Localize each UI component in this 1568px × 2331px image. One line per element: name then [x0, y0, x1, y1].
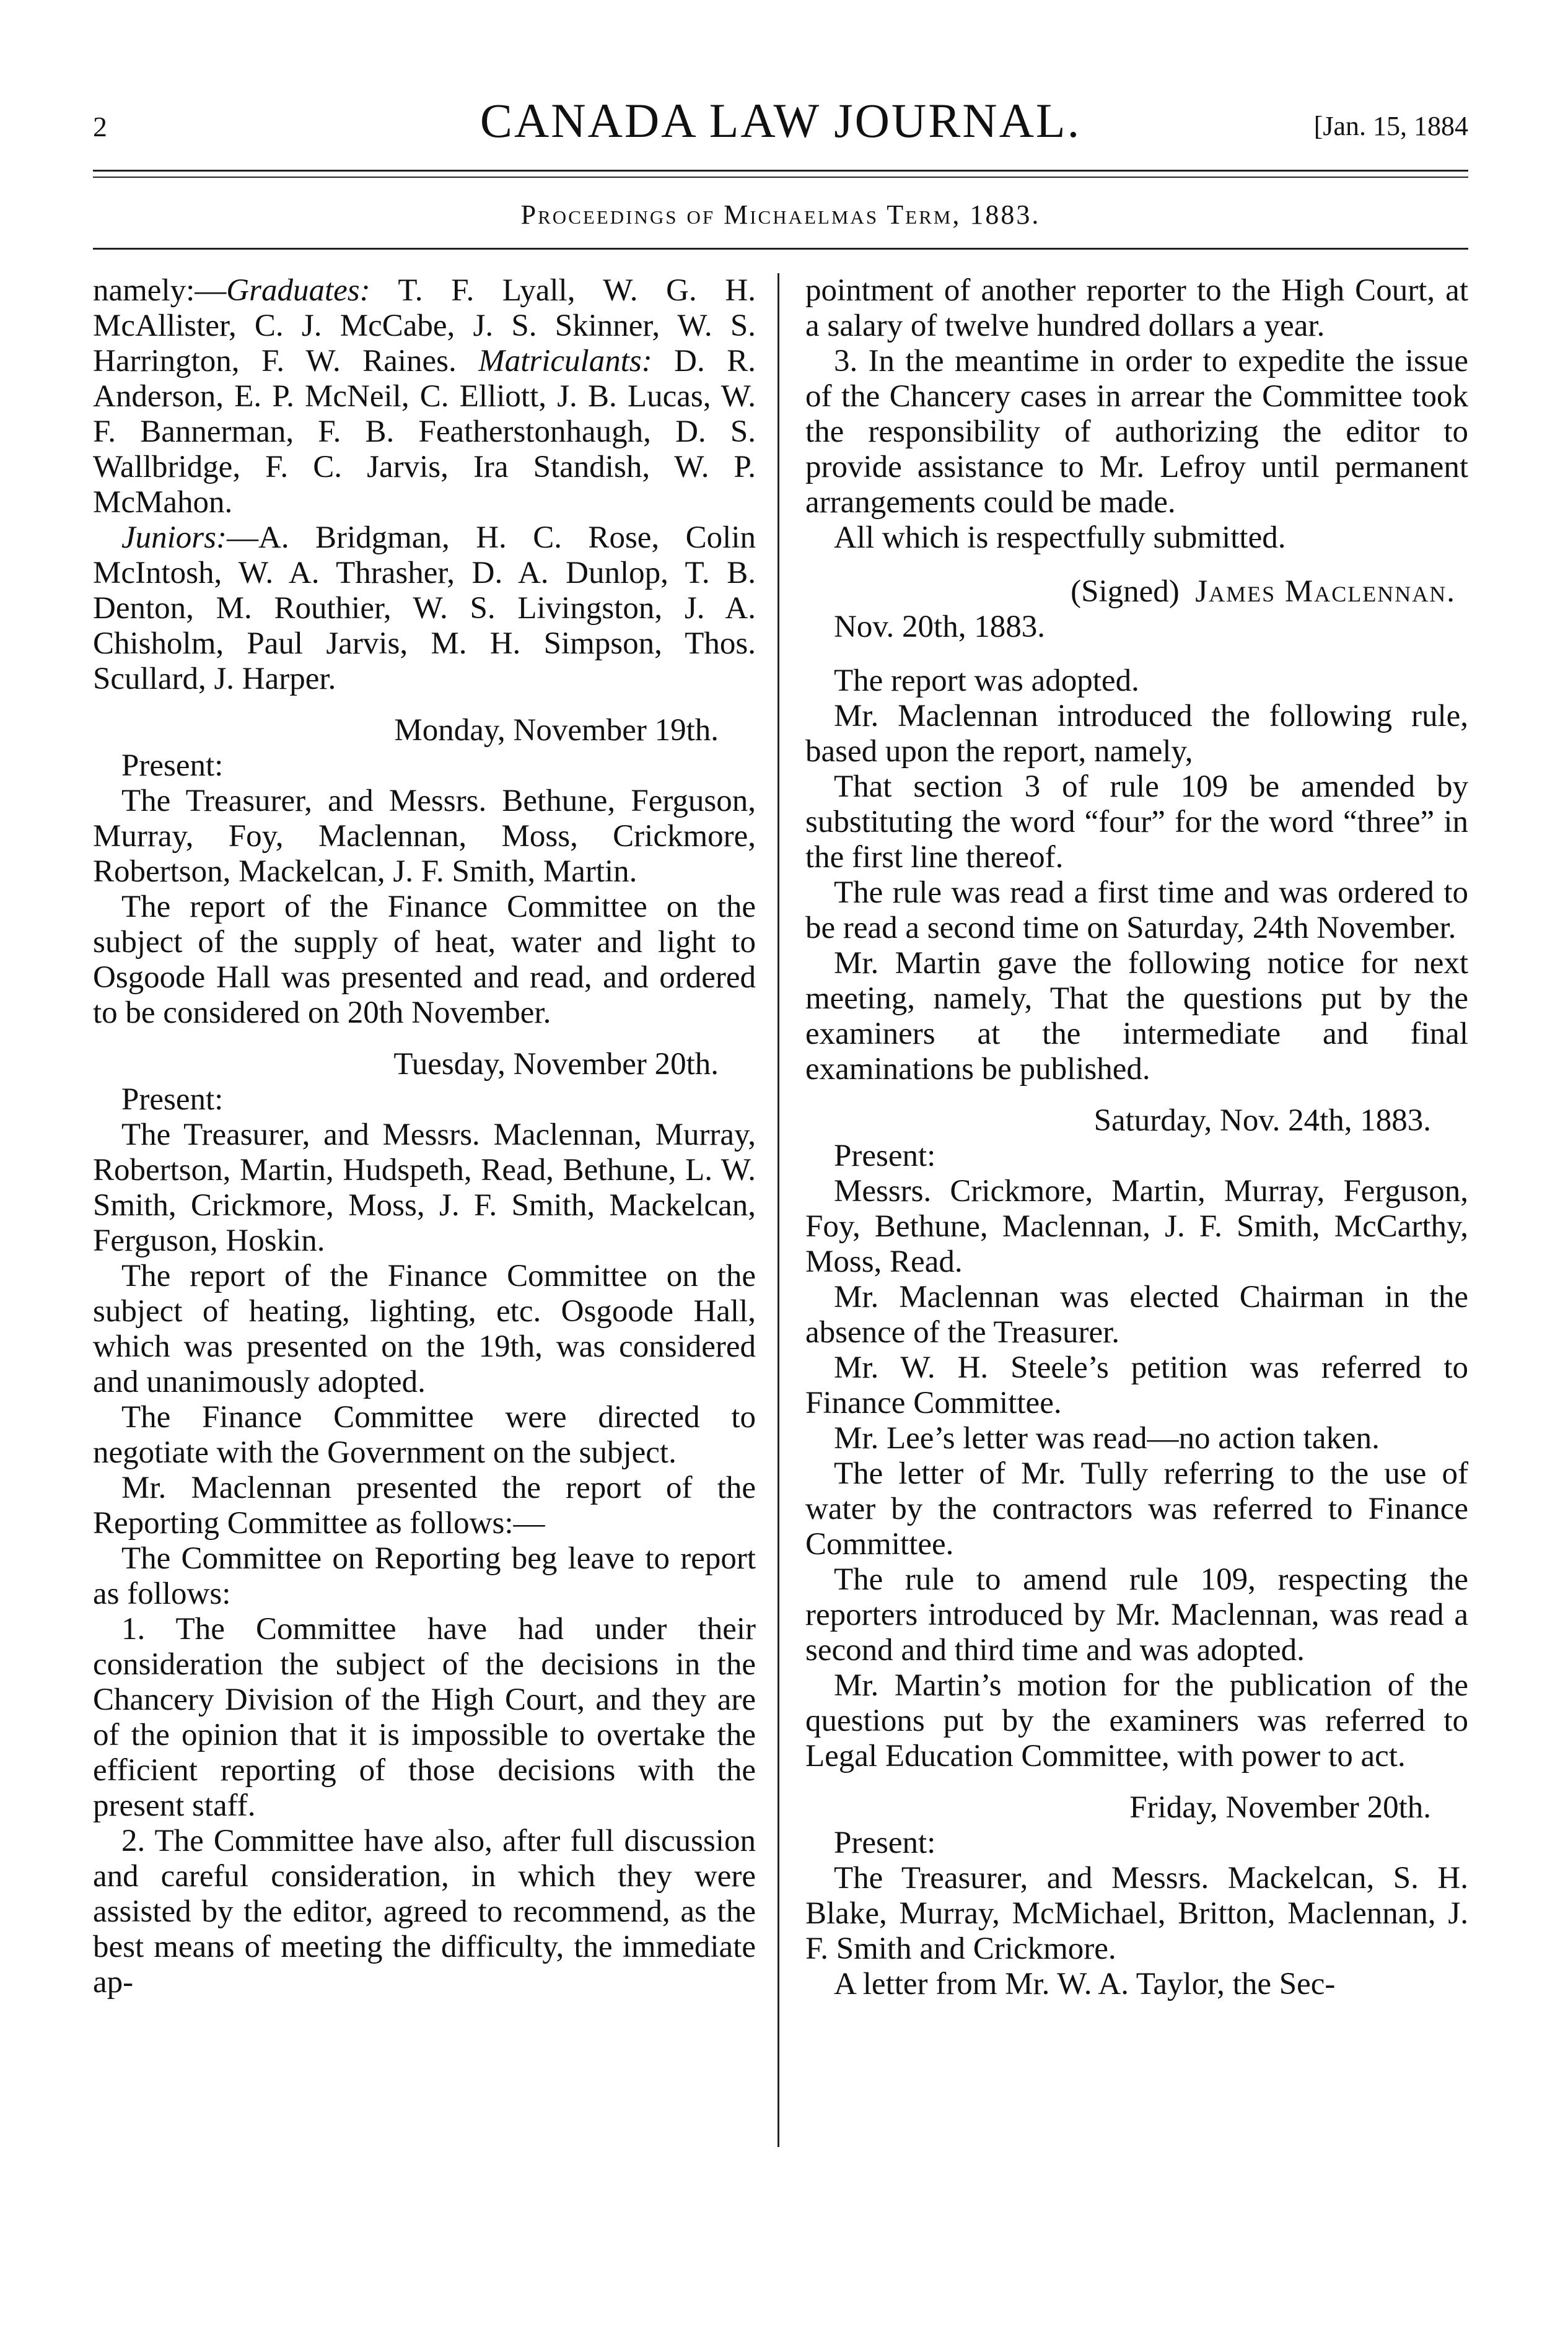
section-rule — [93, 248, 1468, 250]
present-label: Present: — [834, 1139, 936, 1173]
paragraph: Mr. Maclennan was elected Chairman in the absence of the Treasurer. — [805, 1280, 1468, 1350]
matriculants-label: Matriculants: — [478, 344, 652, 378]
right-column — [805, 273, 1468, 2002]
signed-label: (Signed) — [1071, 574, 1180, 609]
signature-date: Nov. 20th, 1883. — [834, 610, 1045, 644]
paragraph: Mr. Maclennan introduced the following rule, based upon the report, namely, — [805, 699, 1468, 769]
paragraph: The letter of Mr. Tully referring to the use of water by the contractors was referred to Finance Committee. — [805, 1456, 1468, 1562]
present-label: Present: — [121, 748, 224, 783]
paragraph: The Treasurer, and Messrs. Bethune, Ferguson, Murray, Foy, Maclennan, Moss, Crickmore, Robertson, Mackelcan, J. F. Smith, Martin. — [93, 784, 756, 889]
paragraph: The rule to amend rule 109, respecting the reporters introduced by Mr. Maclennan, was read a second and third time and was adopted. — [805, 1562, 1468, 1668]
paragraph: All which is respectfully submitted. — [834, 520, 1286, 555]
header-double-rule — [93, 170, 1468, 178]
paragraph: 2. The Committee have also, after full discussion and careful consideration, in which they were assisted by the editor, agreed to recommend, as the best means of meeting the difficulty, the immediate ap- — [93, 1824, 756, 2000]
present-label: Present: — [834, 1826, 936, 1860]
paragraph: 3. In the meantime in order to expedite the issue of the Chancery cases in arrear the Committee took the responsibility of authorizing the editor to provide assistance to Mr. Lefroy until permanent arrangements could be made. — [805, 344, 1468, 520]
column-divider — [777, 273, 779, 2147]
signatory-name: James Maclennan. — [1195, 574, 1456, 609]
text-run: namely:— — [93, 273, 227, 308]
paragraph: Mr. Martin’s motion for the publication of the questions put by the examiners was referred to Legal Education Committee, with power to act. — [805, 1668, 1468, 1773]
left-column — [93, 273, 756, 2002]
present-label: Present: — [121, 1082, 224, 1117]
paragraph: The Finance Committee were directed to negotiate with the Government on the subject. — [93, 1400, 756, 1470]
paragraph: pointment of another reporter to the High Court, at a salary of twelve hundred dollars a year. — [805, 273, 1468, 343]
paragraph: That section 3 of rule 109 be amended by substituting the word “four” for the word “three” in the first line thereof. — [805, 769, 1468, 875]
signature-line — [805, 574, 1468, 610]
paragraph: Mr. Lee’s letter was read—no action taken. — [834, 1421, 1380, 1456]
journal-page — [93, 93, 1468, 2002]
paragraph: The report of the Finance Committee on the subject of the supply of heat, water and light to Osgoode Hall was presented and read, and ordered to be considered on 20th November. — [93, 890, 756, 1030]
paragraph — [93, 273, 756, 520]
paragraph: The report was adopted. — [834, 663, 1139, 698]
paragraph: The Treasurer, and Messrs. Maclennan, Murray, Robertson, Martin, Hudspeth, Read, Bethune, L. W. Smith, Crickmore, Moss, J. F. Smith, Mackelcan, Ferguson, Hoskin. — [93, 1117, 756, 1258]
matriculants-names: D. R. Anderson, E. P. McNeil, C. Elliott, J. B. Lucas, W. F. Bannerman, F. B. Featherstonhaugh, D. S. Wallbridge, F. C. Jarvis, Ira Standish, W. P. McMahon. — [93, 344, 756, 520]
juniors-names: —A. Bridgman, H. C. Rose, Colin McIntosh, W. A. Thrasher, D. A. Dunlop, T. B. Denton, M. Routhier, W. S. Livingston, J. A. Chisholm, Paul Jarvis, M. H. Simpson, Thos. Scullard, J. Harper. — [93, 520, 756, 696]
date-heading: Tuesday, November 20th. — [393, 1047, 719, 1082]
journal-title: CANADA LAW JOURNAL. — [480, 94, 1082, 147]
text-columns — [93, 273, 1468, 2002]
juniors-label: Juniors: — [121, 520, 227, 555]
paragraph: The Treasurer, and Messrs. Mackelcan, S. H. Blake, Murray, McMichael, Britton, Maclennan, J. F. Smith and Crickmore. — [805, 1861, 1468, 1966]
date-heading: Monday, November 19th. — [394, 713, 719, 748]
paragraph: The Committee on Reporting beg leave to report as follows: — [93, 1541, 756, 1611]
section-title: Proceedings of Michaelmas Term, 1883. — [520, 199, 1041, 230]
date-heading: Friday, November 20th. — [1129, 1790, 1431, 1825]
graduates-names: T. F. Lyall, W. G. H. McAllister, C. J. McCabe, J. S. Skinner, W. S. Harrington, F. W. Raines. — [93, 273, 756, 378]
page-header — [93, 93, 1468, 161]
paragraph: Mr. Maclennan presented the report of the Reporting Committee as follows:— — [93, 1471, 756, 1541]
paragraph: A letter from Mr. W. A. Taylor, the Sec- — [834, 1967, 1336, 2001]
graduates-label: Graduates: — [226, 273, 370, 308]
paragraph: 1. The Committee have had under their consideration the subject of the decisions in the Chancery Division of the High Court, and they are of the opinion that it is impossible to overtake the efficient reporting of those decisions with the present staff. — [93, 1612, 756, 1823]
date-heading: Saturday, Nov. 24th, 1883. — [1093, 1103, 1431, 1138]
page-number: 2 — [93, 111, 107, 142]
paragraph: The report of the Finance Committee on the subject of heating, lighting, etc. Osgoode Hall, which was presented on the 19th, was considered and unanimously adopted. — [93, 1259, 756, 1399]
paragraph — [93, 520, 756, 697]
paragraph: Mr. Martin gave the following notice for next meeting, namely, That the questions put by the examiners at the intermediate and final examinations be published. — [805, 946, 1468, 1087]
paragraph: Mr. W. H. Steele’s petition was referred to Finance Committee. — [805, 1350, 1468, 1420]
paragraph: The rule was read a first time and was ordered to be read a second time on Saturday, 24th November. — [805, 875, 1468, 945]
issue-date: [Jan. 15, 1884 — [1313, 111, 1468, 141]
paragraph: Messrs. Crickmore, Martin, Murray, Ferguson, Foy, Bethune, Maclennan, J. F. Smith, McCarthy, Moss, Read. — [805, 1174, 1468, 1279]
